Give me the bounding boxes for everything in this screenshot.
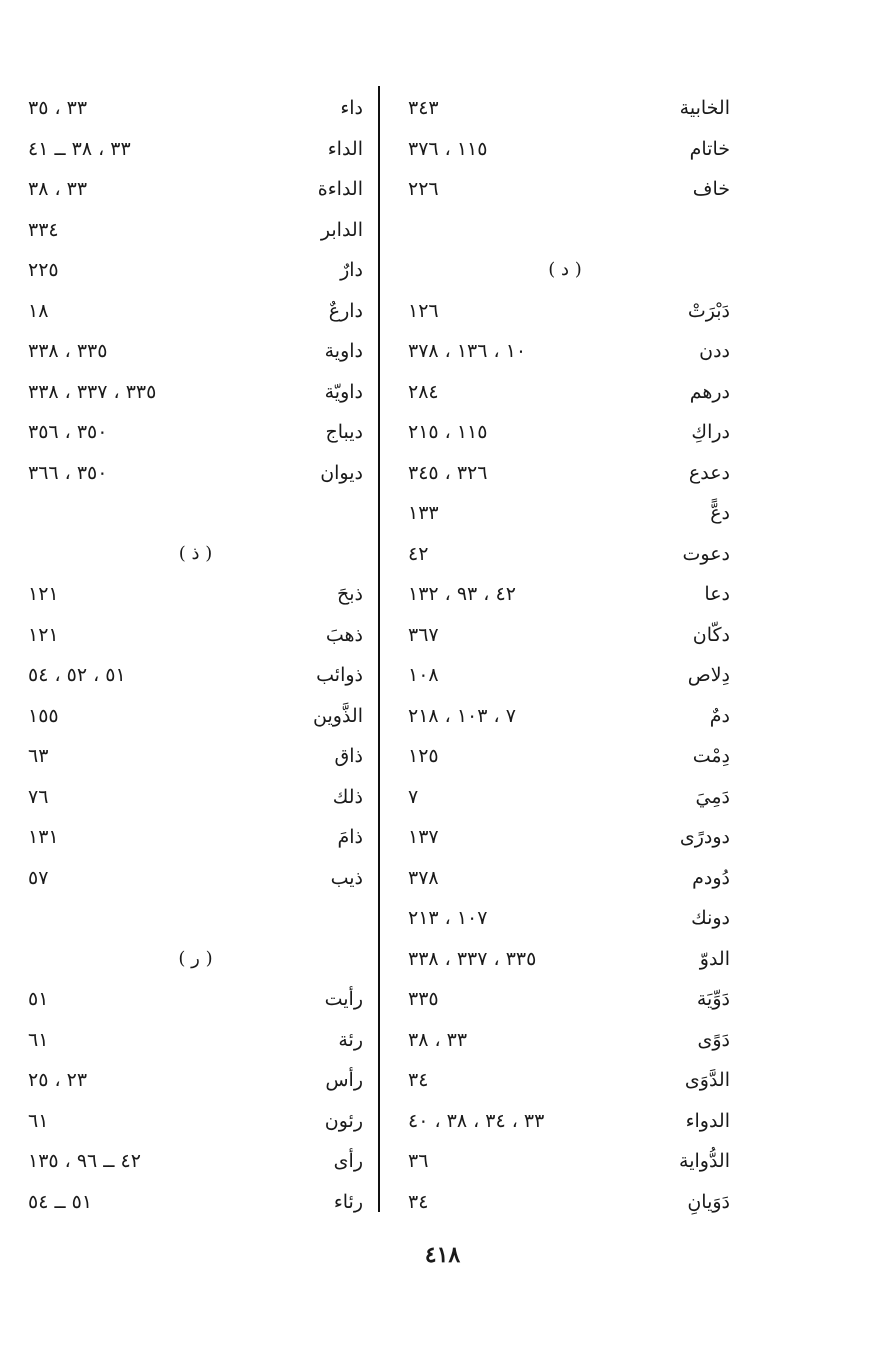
entry-term: ذهبَ <box>325 623 363 646</box>
index-entry <box>400 858 730 899</box>
entry-term: دارٌ <box>340 259 363 281</box>
entry-page-refs: ١٣٣ <box>408 502 439 524</box>
index-entry <box>400 1141 730 1182</box>
entry-page-refs: ١٥٥ <box>28 704 59 727</box>
entry-term: ذبحَ <box>336 583 363 605</box>
index-entry <box>400 1060 730 1101</box>
entry-term: دُودم <box>692 866 730 889</box>
entry-term: ذاق <box>334 745 363 767</box>
index-entry <box>400 736 730 777</box>
entry-page-refs: ٣٣٥ ، ٣٣٧ ، ٣٣٨ <box>28 380 157 403</box>
index-entry <box>28 250 363 291</box>
section-letter: ( ذ ) <box>178 542 213 564</box>
index-entry <box>400 169 730 210</box>
section-letter: ( د ) <box>548 259 582 280</box>
entry-term: دودرًى <box>679 826 730 848</box>
entry-term: خاتام <box>689 137 730 160</box>
entry-page-refs: ١٠ ، ١٣٦ ، ٣٧٨ <box>408 340 527 362</box>
entry-page-refs: ٦١ <box>28 1028 49 1051</box>
entry-page-refs: ٣٥٠ ، ٣٦٦ <box>28 461 108 484</box>
entry-term: دمٌ <box>709 704 730 727</box>
index-entry <box>28 1182 363 1223</box>
entry-page-refs: ٣٧٨ <box>408 866 439 889</box>
blank-row <box>28 493 363 534</box>
entry-term: ديوان <box>320 461 363 484</box>
index-entry <box>28 1020 363 1061</box>
entry-page-refs: ٦١ <box>28 1109 49 1132</box>
index-entry <box>400 979 730 1020</box>
entry-term: ذلك <box>332 785 363 808</box>
entry-page-refs: ٣٣ ، ٣٨ ــ ٤١ <box>28 137 131 160</box>
entry-term: دَوًى <box>697 1028 730 1051</box>
index-entry <box>28 1060 363 1101</box>
index-entry <box>400 898 730 939</box>
entry-page-refs: ٢٢٦ <box>408 178 439 200</box>
index-entry <box>28 979 363 1020</box>
entry-term: درهم <box>689 380 730 403</box>
entry-page-refs: ٣٣ ، ٣٥ <box>28 97 88 119</box>
index-entry <box>28 615 363 656</box>
index-entry <box>400 493 730 534</box>
index-entry <box>400 88 730 129</box>
index-entry <box>28 696 363 737</box>
entry-page-refs: ٥١ ــ ٥٤ <box>28 1190 93 1213</box>
entry-term: خاف <box>692 178 730 200</box>
entry-term: رئون <box>324 1109 363 1132</box>
entry-page-refs: ٣٤ <box>408 1190 429 1213</box>
entry-term: ددن <box>699 340 730 362</box>
index-entry <box>400 372 730 413</box>
letter-section-heading <box>400 250 730 291</box>
index-entry <box>400 777 730 818</box>
index-entry <box>28 331 363 372</box>
entry-page-refs: ٤٢ ، ٩٣ ، ١٣٢ <box>408 583 516 605</box>
index-entry <box>400 817 730 858</box>
entry-page-refs: ٣٤ <box>408 1069 429 1091</box>
entry-term: الدُّواية <box>679 1150 730 1172</box>
letter-section-heading <box>28 534 363 575</box>
letter-section-heading <box>28 939 363 980</box>
entry-page-refs: ٣٣ ، ٣٨ <box>408 1028 468 1051</box>
column-divider <box>378 86 380 1212</box>
entry-page-refs: ٣٣٥ ، ٣٣٨ <box>28 340 108 362</box>
entry-page-refs: ١١٥ ، ٢١٥ <box>408 421 488 443</box>
entry-page-refs: ١٣١ <box>28 826 59 848</box>
entry-term: رأى <box>333 1150 363 1172</box>
index-entry <box>28 736 363 777</box>
entry-term: دعا <box>704 583 730 605</box>
index-entry <box>28 777 363 818</box>
entry-term: رأيت <box>324 988 363 1010</box>
entry-page-refs: ١١٥ ، ٣٧٦ <box>408 137 488 160</box>
index-entry <box>28 453 363 494</box>
index-entry <box>400 331 730 372</box>
entry-page-refs: ٣٦٧ <box>408 623 439 646</box>
entry-term: دعدع <box>688 461 730 484</box>
entry-page-refs: ٣٣٥ <box>408 988 439 1010</box>
index-entry <box>28 129 363 170</box>
entry-term: داوية <box>324 340 363 362</box>
entry-term: الداء <box>327 137 363 160</box>
entry-term: ذامَ <box>337 826 363 848</box>
entry-page-refs: ٢٣ ، ٢٥ <box>28 1069 88 1091</box>
entry-page-refs: ٥١ <box>28 988 49 1010</box>
entry-page-refs: ١٣٧ <box>408 826 439 848</box>
entry-page-refs: ٣٣ ، ٣٤ ، ٣٨ ، ٤٠ <box>408 1109 545 1132</box>
entry-term: دِمْت <box>692 745 730 767</box>
index-entry <box>28 412 363 453</box>
entry-term: دونك <box>691 907 730 929</box>
section-letter: ( ر ) <box>178 947 213 969</box>
entry-page-refs: ٤٢ ــ ٩٦ ، ١٣٥ <box>28 1150 141 1172</box>
entry-page-refs: ٥١ ، ٥٢ ، ٥٤ <box>28 664 126 686</box>
index-entry <box>400 1182 730 1223</box>
index-entry <box>28 372 363 413</box>
index-entry <box>28 291 363 332</box>
entry-page-refs: ١٠٨ <box>408 664 439 686</box>
entry-term: رئاء <box>333 1190 363 1213</box>
entry-term: ذوائب <box>316 664 363 686</box>
entry-term: الذَّوين <box>313 704 363 727</box>
entry-page-refs: ٣٤٣ <box>408 97 439 119</box>
entry-term: الدابر <box>320 218 363 241</box>
index-entry <box>400 696 730 737</box>
index-entry <box>28 169 363 210</box>
entry-page-refs: ١٨ <box>28 299 49 322</box>
entry-page-refs: ٣٥٠ ، ٣٥٦ <box>28 421 108 443</box>
index-entry <box>28 1141 363 1182</box>
entry-page-refs: ٢٢٥ <box>28 259 59 281</box>
index-entry <box>400 1101 730 1142</box>
entry-page-refs: ٤٢ <box>408 542 429 565</box>
index-entry <box>400 534 730 575</box>
entry-term: ديباج <box>325 421 363 443</box>
index-entry <box>400 412 730 453</box>
entry-page-refs: ١٢٦ <box>408 299 439 322</box>
entry-page-refs: ١٢١ <box>28 583 59 605</box>
entry-term: دَوِّيَة <box>696 988 730 1010</box>
entry-page-refs: ١٢١ <box>28 623 59 646</box>
entry-page-refs: ١٠٧ ، ٢١٣ <box>408 907 488 929</box>
entry-term: دارعٌ <box>328 299 363 322</box>
index-entry <box>400 615 730 656</box>
entry-term: رأس <box>325 1069 363 1091</box>
entry-page-refs: ٧٦ <box>28 785 49 808</box>
entry-term: ذيب <box>330 866 363 889</box>
entry-page-refs: ١٢٥ <box>408 745 439 767</box>
entry-term: دَوَيانِ <box>687 1190 730 1213</box>
index-entry <box>400 453 730 494</box>
index-entry <box>400 574 730 615</box>
entry-page-refs: ٣٢٦ ، ٣٤٥ <box>408 461 488 484</box>
index-entry <box>28 574 363 615</box>
entry-page-refs: ٧ ، ١٠٣ ، ٢١٨ <box>408 704 516 727</box>
entry-term: الداءة <box>317 178 363 200</box>
entry-page-refs: ٢٨٤ <box>408 380 439 403</box>
index-entry <box>28 655 363 696</box>
entry-page-refs: ٣٦ <box>408 1150 429 1172</box>
entry-term: الدوّ <box>699 947 730 970</box>
blank-row <box>28 898 363 939</box>
left-index-column <box>28 88 363 1222</box>
entry-term: دعوت <box>682 542 730 565</box>
blank-row <box>400 210 730 251</box>
entry-term: دراكِ <box>691 421 730 443</box>
entry-term: دكّان <box>692 623 730 646</box>
entry-page-refs: ٦٣ <box>28 745 49 767</box>
entry-page-refs: ٣٣ ، ٣٨ <box>28 178 88 200</box>
entry-page-refs: ٣٣٥ ، ٣٣٧ ، ٣٣٨ <box>408 947 537 970</box>
right-index-column <box>400 88 730 1222</box>
index-entry <box>400 129 730 170</box>
entry-page-refs: ٧ <box>408 785 419 808</box>
page-number: ٤١٨ <box>424 1242 461 1268</box>
index-entry <box>28 210 363 251</box>
index-entry <box>28 858 363 899</box>
index-entry <box>400 655 730 696</box>
index-entry <box>28 817 363 858</box>
index-entry <box>400 939 730 980</box>
index-entry <box>400 1020 730 1061</box>
entry-term: دَبْرَتْ <box>687 299 730 322</box>
index-entry <box>28 1101 363 1142</box>
entry-term: داويّة <box>324 380 363 403</box>
entry-term: دِلاص <box>687 664 730 686</box>
entry-term: الدواء <box>685 1109 730 1132</box>
entry-term: الدَّوَى <box>684 1069 730 1091</box>
entry-term: رئة <box>338 1028 363 1051</box>
entry-page-refs: ٥٧ <box>28 866 49 889</box>
entry-term: دعًّ <box>710 502 730 524</box>
index-entry <box>28 88 363 129</box>
entry-term: الخابية <box>679 97 730 119</box>
index-entry <box>400 291 730 332</box>
entry-page-refs: ٣٣٤ <box>28 218 59 241</box>
entry-term: دَمِيَ <box>695 785 730 808</box>
entry-term: داء <box>340 97 363 119</box>
